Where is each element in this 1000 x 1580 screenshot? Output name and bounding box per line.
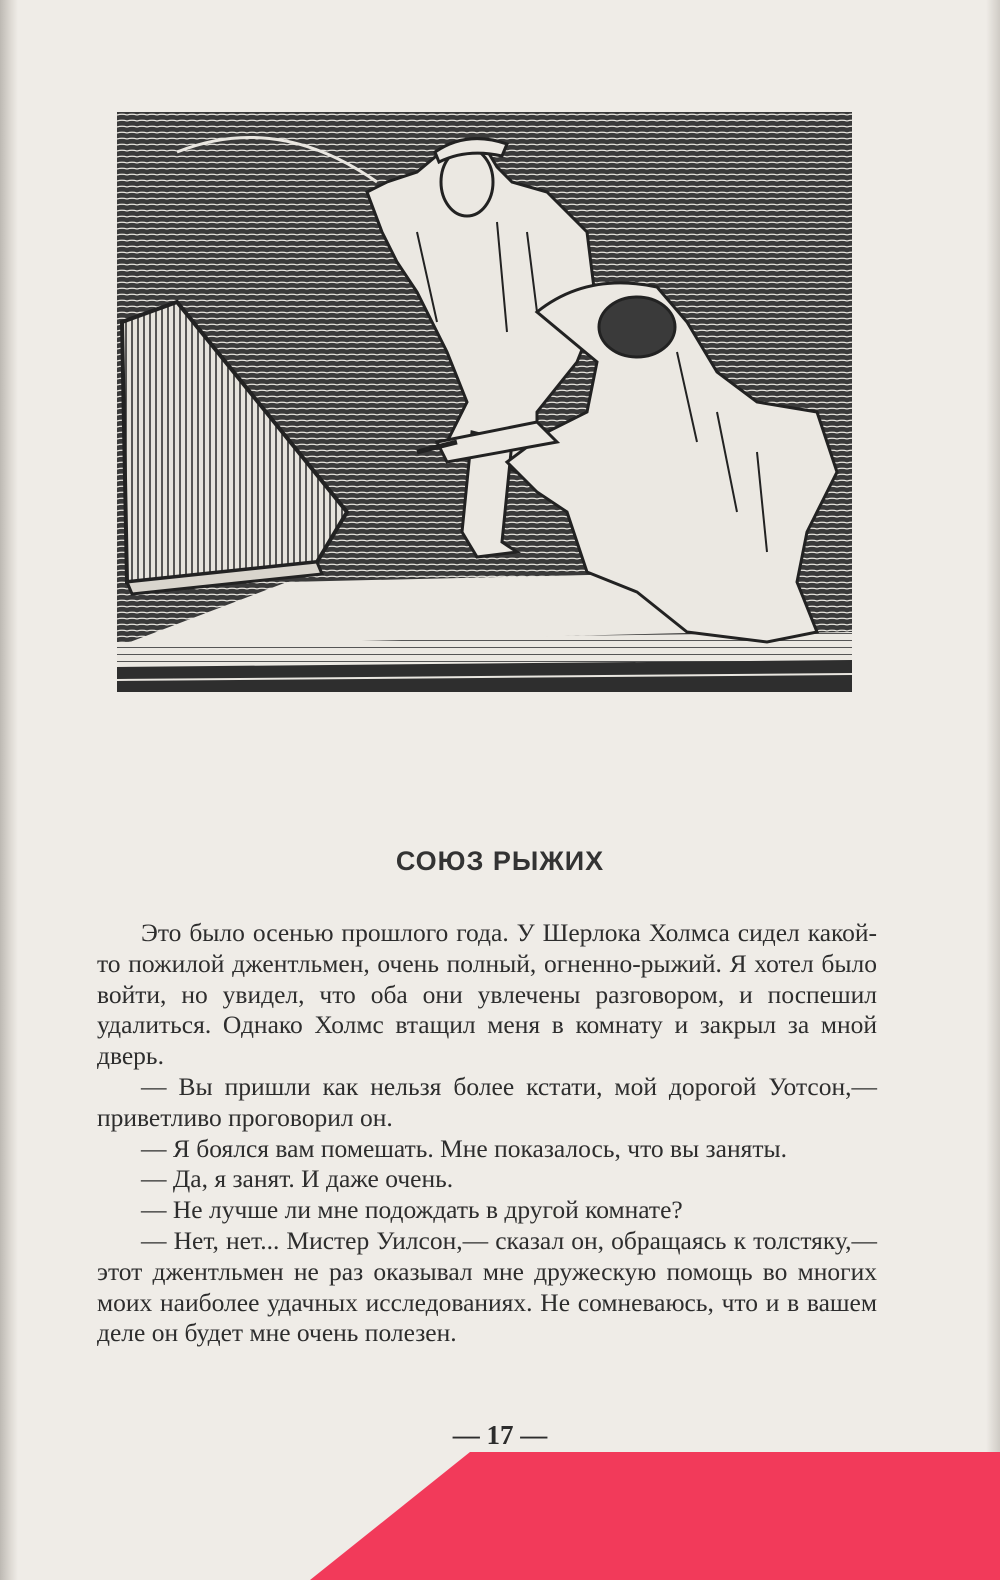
paragraph: — Я боялся вам помешать. Мне показалось, что вы заняты. [141, 1133, 787, 1163]
paragraph: — Вы пришли как нельзя более кстати, мой дорогой Уотсон,— приветливо проговорил он. [97, 1071, 877, 1132]
paragraph: — Да, я занят. И даже очень. [141, 1164, 454, 1194]
chapter-title: СОЮЗ РЫЖИХ [395, 846, 605, 876]
page-number: — 17 — [452, 1420, 548, 1450]
paragraph: Это было осенью прошлого года. У Шерлока Холмса сидел какой-то пожилой джентльмен, очень полный, огненно-рыжий. Я хотел было войти, но увидел, что оба они увлечены разговором, и поспешил удалиться. Однако Холмс втащил меня в комнату и закрыл за мной дверь. [97, 918, 877, 1071]
woodcut-illustration [117, 112, 852, 692]
page-spine-shadow [0, 0, 18, 1580]
body-text [97, 918, 877, 1349]
paragraph: — Не лучше ли мне подождать в другой комнате? [141, 1195, 683, 1225]
paragraph: — Нет, нет... Мистер Уилсон,— сказал он, обращаясь к толстяку,— этот джентльмен не раз оказывал мне дружескую помощь во многих моих наиболее удачных исследованиях. Не сомневаюсь, что и в вашем деле он будет мне очень полезен. [97, 1225, 877, 1348]
page-edge-shadow [986, 0, 1000, 1580]
